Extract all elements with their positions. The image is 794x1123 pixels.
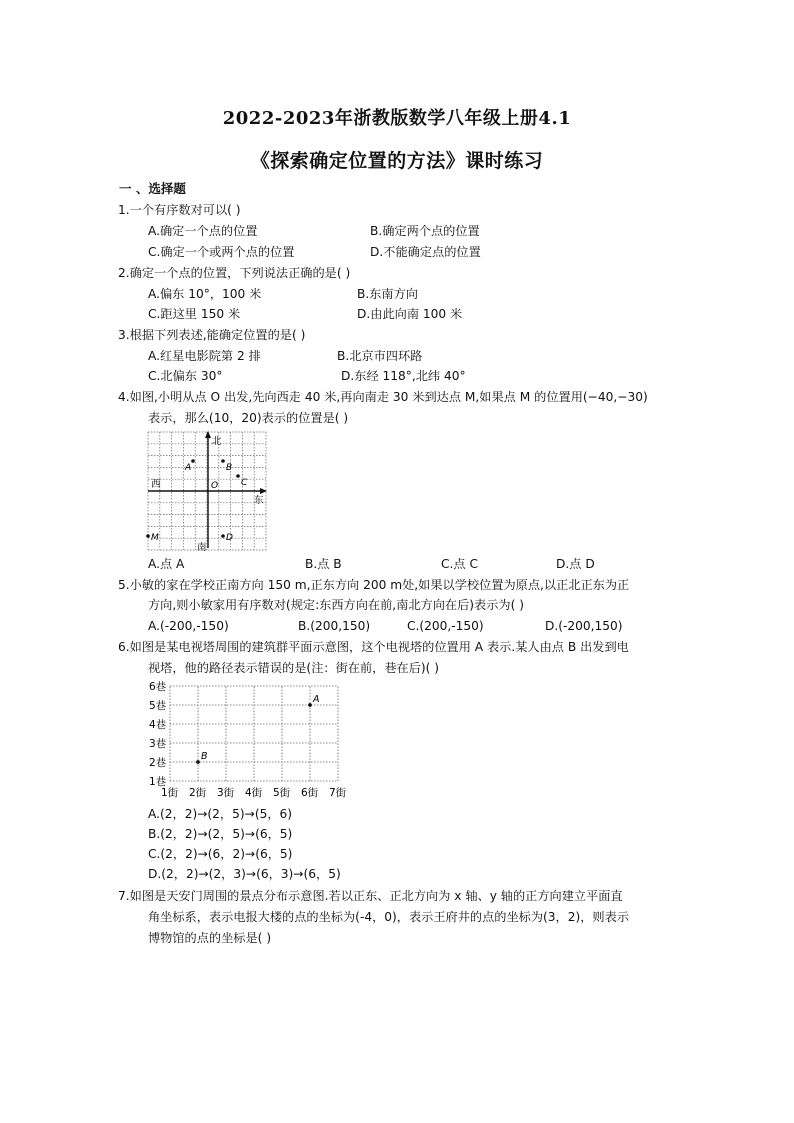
question-1-stem: 1.一个有序数对可以( ) [118, 203, 241, 217]
q6-lane-label: 4巷 [149, 719, 167, 731]
q6-lane-label: 2巷 [149, 757, 167, 769]
q1-option-d: D.不能确定点的位置 [370, 245, 481, 259]
q6-option-b: B.(2，2)→(2，5)→(6，5) [148, 827, 293, 841]
q6-option-a: A.(2，2)→(2，5)→(5，6) [148, 807, 293, 821]
q6-point-b-label: B [201, 751, 208, 762]
q4-option-c: C.点 C [441, 557, 478, 571]
q6-street-lane-grid-figure [140, 678, 365, 800]
q3-option-b: B.北京市四环路 [337, 349, 423, 363]
q1-option-a: A.确定一个点的位置 [148, 224, 258, 238]
worksheet-title: 2022-2023年浙教版数学八年级上册4.1 [222, 108, 572, 129]
q4-label-south: 南 [197, 542, 207, 553]
q6-street-label: 4街 [245, 787, 263, 799]
q4-point-d-marker [221, 534, 225, 538]
q4-point-o-label: O [211, 481, 219, 491]
q4-label-north: 北 [212, 436, 222, 447]
q6-point-b-marker [196, 760, 200, 764]
q6-street-label: 3街 [217, 787, 235, 799]
q6-lane-label: 5巷 [149, 700, 167, 712]
q4-label-east: 东 [254, 495, 264, 506]
q4-point-c-marker [236, 474, 240, 478]
question-4-stem-line2: 表示，那么(10，20)表示的位置是( ) [148, 411, 349, 425]
q1-option-c: C.确定一个或两个点的位置 [148, 245, 295, 259]
q5-option-b: B.(200,150) [298, 619, 371, 633]
q2-option-a: A.偏东 10°，100 米 [148, 287, 262, 301]
q5-option-a: A.(-200,-150) [148, 619, 229, 633]
q6-street-label: 5街 [273, 787, 291, 799]
q6-street-label: 6街 [301, 787, 319, 799]
q2-option-c: C.距这里 150 米 [148, 307, 241, 321]
q2-option-b: B.东南方向 [357, 287, 418, 301]
q6-lane-label: 1巷 [149, 776, 167, 788]
q4-point-c-label: C [241, 478, 248, 488]
question-5-stem-line1: 5.小敏的家在学校正南方向 150 m,正东方向 200 m处,如果以学校位置为原点,以正北正东为正 [118, 578, 630, 592]
question-5-stem-line2: 方向,则小敏家用有序数对(规定:东西方向在前,南北方向在后)表示为( ) [148, 598, 524, 612]
q4-option-b: B.点 B [305, 557, 342, 571]
q6-street-label: 2街 [189, 787, 207, 799]
q4-point-m-label: M [151, 533, 159, 543]
q5-option-d: D.(-200,150) [545, 619, 623, 633]
q4-option-d: D.点 D [556, 557, 595, 571]
question-6-stem-line1: 6.如图是某电视塔周围的建筑群平面示意图，这个电视塔的位置用 A 表示.某人由点 B 出发到电 [118, 640, 629, 654]
q6-lane-labels [149, 680, 167, 788]
q6-option-c: C.(2，2)→(6，2)→(6，5) [148, 847, 293, 861]
q4-direction-grid-figure [140, 428, 275, 553]
question-7-line1: 7.如图是天安门周围的景点分布示意图.若以正东、正北方向为 x 轴、y 轴的正方向建立平面直 [118, 889, 623, 903]
q6-points [196, 694, 319, 764]
question-2-stem: 2.确定一个点的位置，下列说法正确的是( ) [118, 266, 351, 280]
q4-point-a-label: A [185, 463, 192, 473]
q6-street-label: 1街 [161, 787, 179, 799]
q2-option-d: D.由此向南 100 米 [357, 307, 463, 321]
q6-street-labels [161, 786, 347, 799]
q4-option-a: A.点 A [148, 557, 185, 571]
q4-points [146, 459, 248, 543]
q6-street-label: 7街 [329, 787, 347, 799]
q3-option-a: A.红星电影院第 2 排 [148, 349, 261, 363]
q4-axes [148, 431, 267, 548]
q6-lane-label: 6巷 [149, 681, 167, 693]
q6-point-a-marker [308, 703, 312, 707]
q4-point-b-label: B [226, 463, 233, 473]
q4-label-west: 西 [151, 479, 161, 490]
question-7-line3: 博物馆的点的坐标是( ) [148, 931, 272, 945]
q3-option-c: C.北偏东 30° [148, 369, 223, 383]
section-heading: 一 、选择题 [119, 181, 186, 196]
q4-point-b-marker [221, 459, 225, 463]
q6-option-d: D.(2，2)→(2，3)→(6，3)→(6，5) [148, 867, 341, 881]
question-6-stem-line2: 视塔，他的路径表示错误的是(注：街在前，巷在后)( ) [148, 661, 440, 675]
worksheet-subtitle: 《探索确定位置的方法》课时练习 [250, 150, 544, 172]
q5-option-c: C.(200,-150) [407, 619, 484, 633]
q4-point-a-marker [191, 459, 195, 463]
question-7-line2: 角坐标系，表示电报大楼的点的坐标为(-4，0)，表示王府井的点的坐标为(3，2)，则表示 [148, 910, 629, 924]
q4-point-d-label: D [226, 533, 233, 543]
q3-option-d: D.东经 118°,北纬 40° [341, 369, 466, 383]
question-3-stem: 3.根据下列表述,能确定位置的是( ) [118, 328, 306, 342]
question-4-stem-line1: 4.如图,小明从点 O 出发,先向西走 40 米,再向南走 30 米到达点 M,如果点 M 的位置用(−40,−30) [118, 390, 648, 404]
q6-lane-label: 3巷 [149, 738, 167, 750]
q6-point-a-label: A [313, 694, 320, 705]
q4-point-m-marker [146, 534, 150, 538]
q1-option-b: B.确定两个点的位置 [370, 224, 480, 238]
